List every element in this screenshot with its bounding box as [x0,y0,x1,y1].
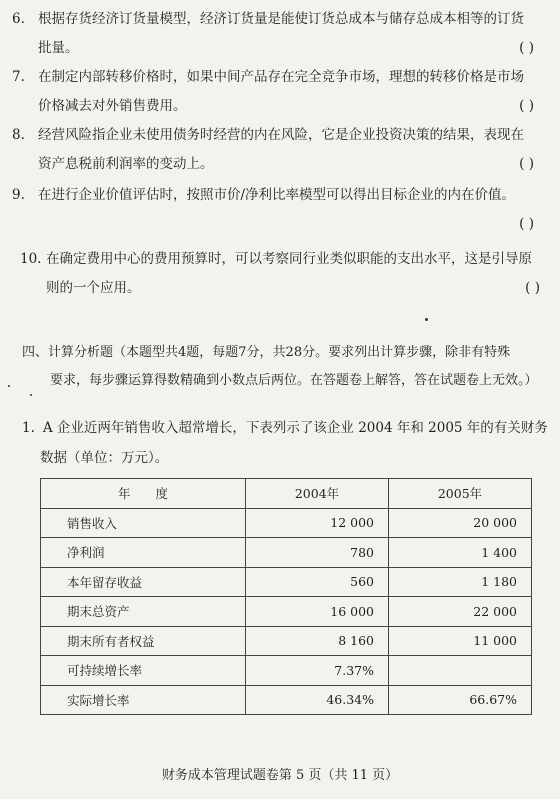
column-header: 2005年 [389,479,532,509]
table-row [41,626,532,656]
column-header: 2004年 [246,479,389,509]
row-label: 净利润 [41,538,246,568]
table-row [41,567,532,597]
table-row [41,685,532,715]
answer-parentheses: ( ) [519,98,534,114]
cell-2004: 46.34% [246,685,389,715]
question-6 [12,5,548,63]
question-number: 6. [12,11,25,27]
question-line: 资产息税前利润率的变动上。 ( ) [12,150,548,179]
row-label: 期末总资产 [41,597,246,627]
question-10 [20,245,548,303]
cell-2005: 1 180 [389,567,532,597]
cell-2004: 560 [246,567,389,597]
row-label: 本年留存收益 [41,567,246,597]
question-line: 经营风险指企业未使用债务时经营的内在风险，它是企业投资决策的结果，表现在 [38,127,524,143]
cell-2005: 66.67% [389,685,532,715]
question-9 [12,181,548,239]
question-line: 在确定费用中心的费用预算时，可以考察同行业类似职能的支出水平，这是引导原 [46,251,532,267]
cell-2005: 1 400 [389,538,532,568]
cell-2005: 22 000 [389,597,532,627]
section-instructions-line: 四、计算分析题（本题型共4题，每题7分，共28分。要求列出计算步骤，除非有特殊 [22,345,511,360]
table-row [41,538,532,568]
problem-line: 1. A 企业近两年销售收入超常增长，下表列示了该企业 2004 年和 2005 年的有关财务 [22,420,548,436]
section-instructions-line: 要求，每步骤运算得数精确到小数点后两位。在答题卷上解答，答在试题卷上无效。） [50,373,538,388]
table-row [41,656,532,686]
question-number: 9. [12,187,25,203]
problem-line: 数据（单位：万元）。 [40,450,169,466]
question-line: 批量。 ( ) [12,34,548,63]
problem-number: 1. [22,420,35,436]
question-number: 7. [12,69,25,85]
question-line [12,210,548,239]
financial-data-table [40,478,532,715]
answer-parentheses: ( ) [525,280,540,296]
question-line: 价格减去对外销售费用。 ( ) [12,92,548,121]
section-heading [22,339,552,395]
table-row [41,508,532,538]
cell-2004: 12 000 [246,508,389,538]
cell-2005 [389,656,532,686]
answer-parentheses: ( ) [519,40,534,56]
scan-speck [8,385,10,387]
cell-2004: 7.37% [246,656,389,686]
question-line: 在进行企业价值评估时，按照市价/净利比率模型可以得出目标企业的内在价值。 [38,187,516,203]
table-row [41,597,532,627]
column-header: 年 度 [41,479,246,509]
cell-2004: 8 160 [246,626,389,656]
question-line: 则的一个应用。 ( ) [20,274,548,303]
cell-2004: 780 [246,538,389,568]
question-number: 8. [12,127,25,143]
cell-2004: 16 000 [246,597,389,627]
cell-2005: 11 000 [389,626,532,656]
question-7 [12,63,548,121]
page-footer: 财务成本管理试题卷第 5 页（共 11 页） [161,768,399,783]
answer-parentheses: ( ) [519,156,534,172]
answer-parentheses: ( ) [519,216,534,232]
scan-speck [30,394,32,396]
table-header-row [41,479,532,509]
problem-1 [22,413,550,473]
row-label: 销售收入 [41,508,246,538]
row-label: 期末所有者权益 [41,626,246,656]
row-label: 实际增长率 [41,685,246,715]
question-line: 根据存货经济订货量模型，经济订货量是能使订货总成本与储存总成本相等的订货 [38,11,524,27]
row-label: 可持续增长率 [41,656,246,686]
question-8 [12,121,548,179]
scan-speck [425,318,428,321]
question-line: 在制定内部转移价格时，如果中间产品存在完全竞争市场，理想的转移价格是市场 [38,69,524,85]
question-number: 10. [20,251,42,267]
cell-2005: 20 000 [389,508,532,538]
